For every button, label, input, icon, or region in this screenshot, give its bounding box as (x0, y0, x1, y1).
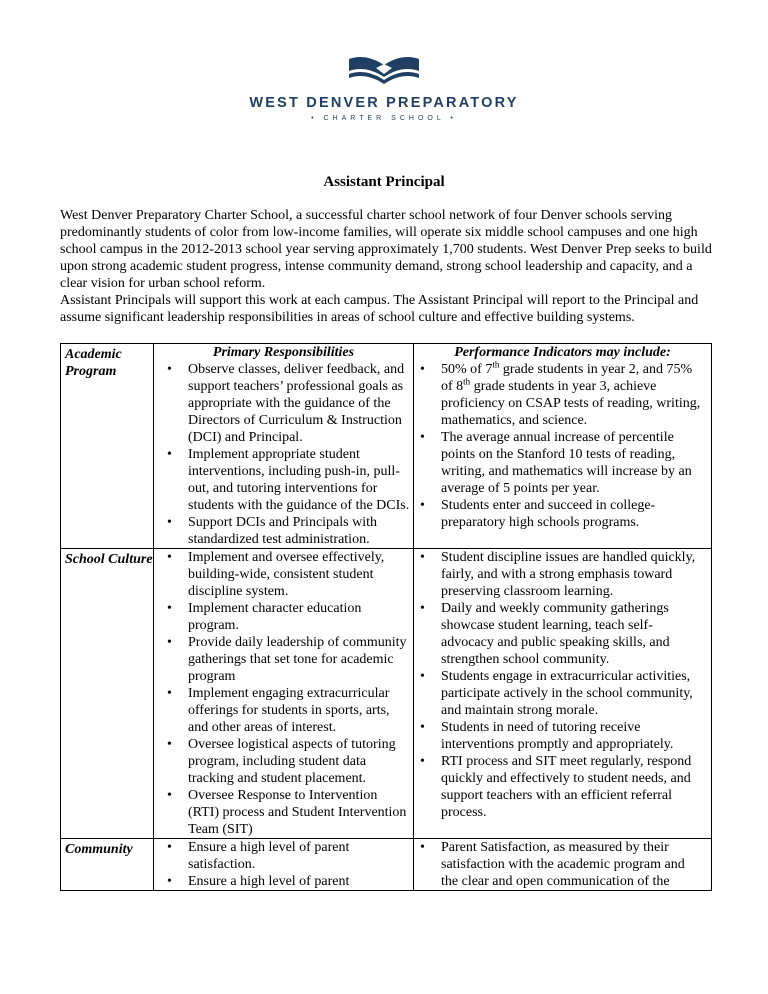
list-item: • Daily and weekly community gatherings showcase student learning, teach self-advocacy and public speaking skills, and strengthen school community. (441, 600, 705, 668)
list-item: • Implement character education program. (188, 600, 411, 634)
list-item: • Support DCIs and Principals with standardized test administration. (188, 514, 411, 548)
school-logo (0, 55, 768, 122)
responsibilities-table (60, 343, 712, 891)
school-subtitle: • CHARTER SCHOOL • (311, 115, 457, 122)
role-paragraph: Assistant Principals will support this work at each campus. The Assistant Principal will report to the Principal and assume significant leadership responsibilities in areas of school culture and effective building systems. (60, 293, 699, 325)
list-item: • Student discipline issues are handled quickly, fairly, and with a strong emphasis toward preserving classroom learning. (441, 549, 705, 600)
list-item: • Ensure a high level of parent satisfaction. (188, 839, 411, 873)
list-item: • Oversee logistical aspects of tutoring program, including student data tracking and student placement. (188, 736, 411, 787)
list-item: • Oversee Response to Intervention (RTI) process and Student Intervention Team (SIT) (188, 787, 411, 838)
list-item: • RTI process and SIT meet regularly, respond quickly and effectively to student needs, and support teachers with an efficient referral process. (441, 753, 705, 821)
indicators-header: Performance Indicators may include: (454, 345, 671, 360)
indicators-cell (414, 549, 712, 839)
list-item: • Observe classes, deliver feedback, and support teachers’ professional goals as appropriate with the guidance of the Directors of Curriculum & Instruction (DCI) and Principal. (188, 361, 411, 446)
list-item: • Implement appropriate student interventions, including push-in, pull-out, and tutoring interventions for students with the guidance of the DCIs. (188, 446, 411, 514)
school-name: WEST DENVER PREPARATORY (249, 95, 519, 111)
intro-paragraph: West Denver Preparatory Charter School, a successful charter school network of four Denver schools serving predominantly students of color from low-income families, will operate six middle school campuses and one high school campus in the 2012-2013 school year serving approximately 1,700 students. West Denver Prep seeks to build upon strong academic student progress, intense community demand, strong school leadership and capacity, and a clear vision for urban school reform. (60, 208, 712, 291)
row-label: School Culture (61, 549, 154, 839)
responsibilities-cell (154, 549, 414, 839)
list-item: • Students engage in extracurricular activities, participate actively in the school community, and maintain strong morale. (441, 668, 705, 719)
table-row-culture (61, 549, 712, 839)
responsibilities-cell (154, 344, 414, 549)
indicators-cell (414, 344, 712, 549)
row-label: Community (61, 839, 154, 891)
responsibilities-cell (154, 839, 414, 891)
list-item: • Implement engaging extracurricular offerings for students in sports, arts, and other areas of interest. (188, 685, 411, 736)
table-row-community (61, 839, 712, 891)
indicators-cell (414, 839, 712, 891)
list-item: • Students in need of tutoring receive interventions promptly and appropriately. (441, 719, 705, 753)
open-book-logo-icon (346, 55, 422, 87)
list-item: • 50% of 7th grade students in year 2, and 75% of 8th grade students in year 3, achieve proficiency on CSAP tests of reading, writing, mathematics, and science. (441, 361, 705, 429)
list-item: • Ensure a high level of parent (188, 873, 411, 890)
list-item: • Parent Satisfaction, as measured by their satisfaction with the academic program and the clear and open communication of the (441, 839, 705, 890)
list-item: • Implement and oversee effectively, building-wide, consistent student discipline system. (188, 549, 411, 600)
list-item: • The average annual increase of percentile points on the Stanford 10 tests of reading, writing, and mathematics will increase by an average of 5 points per year. (441, 429, 705, 497)
list-item: • Students enter and succeed in college-preparatory high schools programs. (441, 497, 705, 531)
page-title: Assistant Principal (323, 174, 445, 190)
table-row-academic (61, 344, 712, 549)
row-label: Academic Program (61, 344, 154, 549)
responsibilities-header: Primary Responsibilities (212, 345, 355, 360)
list-item: • Provide daily leadership of community gatherings that set tone for academic program (188, 634, 411, 685)
